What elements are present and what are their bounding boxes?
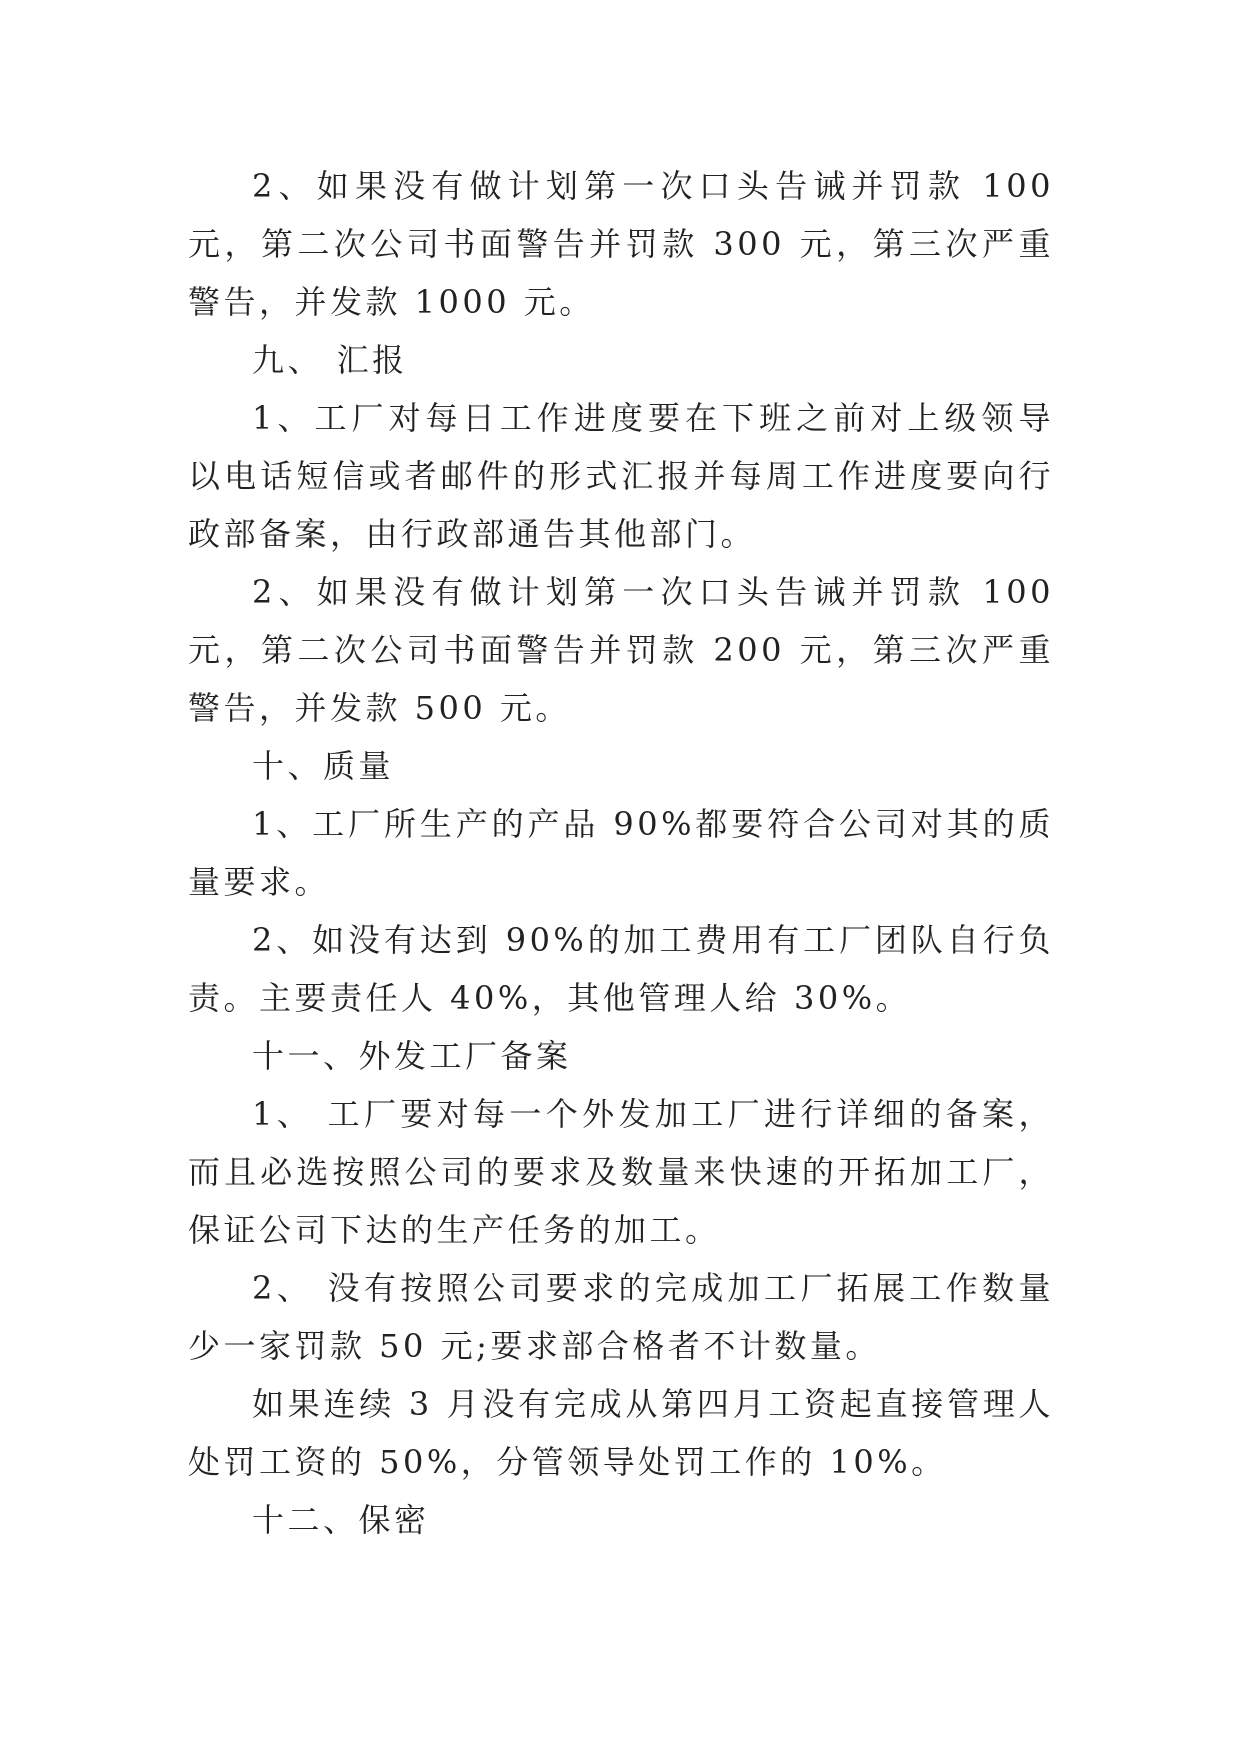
paragraph-report-1: 1、工厂对每日工作进度要在下班之前对上级领导以电话短信或者邮件的形式汇报并每周工作进度要向行政部备案，由行政部通告其他部门。 [188,399,1054,553]
paragraph-quality-1: 1、工厂所生产的产品 90%都要符合公司对其的质量要求。 [188,805,1054,901]
section-heading-quality: 十、质量 [252,747,395,785]
paragraph-outsourcing-1: 1、 工厂要对每一个外发加工厂进行详细的备案，而且必选按照公司的要求及数量来快速的开拓加工厂，保证公司下达的生产任务的加工。 [188,1095,1054,1249]
section-heading-confidentiality: 十二、保密 [252,1501,430,1539]
paragraph-quality-2: 2、如没有达到 90%的加工费用有工厂团队自行负责。主要责任人 40%，其他管理人给 30%。 [188,921,1054,1017]
section-heading-outsourcing: 十一、外发工厂备案 [252,1037,572,1075]
paragraph-outsourcing-3: 如果连续 3 月没有完成从第四月工资起直接管理人处罚工资的 50%，分管领导处罚工作的 10%。 [188,1385,1054,1481]
document-page [188,157,1054,1549]
paragraph-report-2: 2、如果没有做计划第一次口头告诫并罚款 100 元，第二次公司书面警告并罚款 200 元，第三次严重警告，并发款 500 元。 [188,573,1054,727]
paragraph-plan-penalty-1: 2、如果没有做计划第一次口头告诫并罚款 100 元，第二次公司书面警告并罚款 300 元，第三次严重警告，并发款 1000 元。 [188,167,1054,321]
section-heading-report: 九、 汇报 [252,341,408,379]
paragraph-outsourcing-2: 2、 没有按照公司要求的完成加工厂拓展工作数量少一家罚款 50 元;要求部合格者不计数量。 [188,1269,1054,1365]
